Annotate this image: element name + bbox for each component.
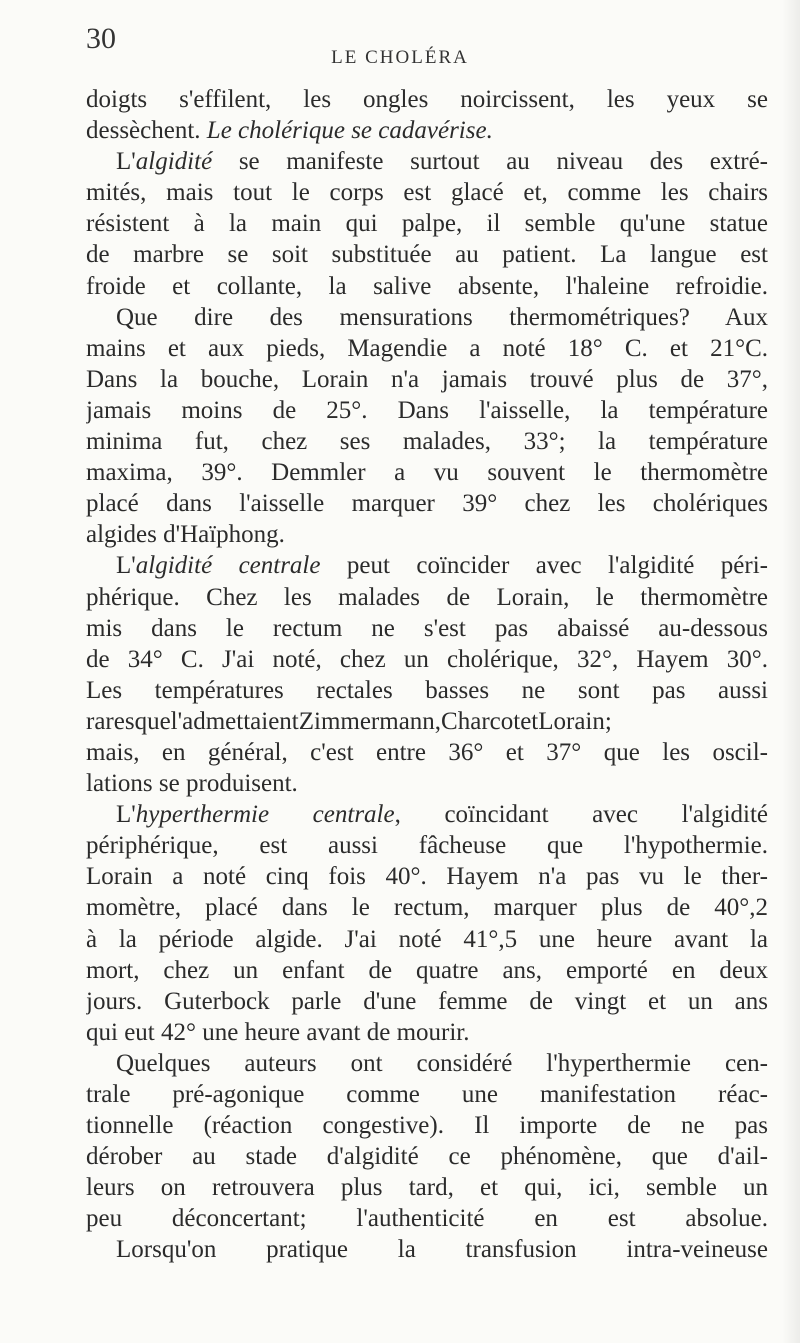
text-run: Lorsqu'on pratique la transfusion intra-veineuse — [116, 1236, 768, 1264]
text-run: Les températures rectales basses ne sont pas aussi — [86, 676, 768, 704]
text-run: mains et aux pieds, Magendie a noté 18° C. et 21°C. — [86, 334, 768, 362]
text-line — [86, 799, 768, 830]
text-run: L' — [116, 552, 136, 580]
text-line — [86, 84, 768, 115]
italic-text: hyperthermie centrale — [135, 801, 395, 829]
text-line — [86, 550, 768, 581]
text-run: de marbre se soit substituée au patient. La langue est — [86, 241, 768, 269]
running-title: LE CHOLÉRA — [331, 47, 469, 68]
text-line — [86, 1203, 768, 1234]
text-run: dérober au stade d'algidité ce phénomène, que d'ail- — [86, 1143, 768, 1171]
text-line — [86, 706, 768, 737]
text-run: se manifeste surtout au niveau des extré- — [212, 148, 768, 176]
text-run: à la période algide. J'ai noté 41°,5 une heure avant la — [86, 925, 768, 953]
text-line — [86, 177, 768, 208]
text-line — [86, 333, 768, 364]
text-run: mis dans le rectum ne s'est pas abaissé au-dessous — [86, 614, 768, 642]
text-line — [86, 1172, 768, 1203]
text-run: mort, chez un enfant de quatre ans, emporté en deux — [86, 956, 768, 984]
text-line — [86, 924, 768, 955]
text-run: froide et collante, la salive absente, l'haleine refroidie. — [86, 272, 768, 300]
text-run: leurs on retrouvera plus tard, et qui, ici, semble un — [86, 1174, 768, 1202]
text-run: dessèchent. — [86, 117, 207, 145]
text-run: peu déconcertant; l'authenticité en est absolue. — [86, 1205, 768, 1233]
text-run: jours. Guterbock parle d'une femme de vingt et un ans — [86, 987, 768, 1015]
text-run: L' — [116, 801, 136, 829]
italic-text: algidité centrale — [135, 552, 321, 580]
text-line — [86, 1079, 768, 1110]
text-run: L' — [116, 148, 136, 176]
text-run: résistent à la main qui palpe, il semble qu'une statue — [86, 210, 768, 238]
text-line — [86, 768, 768, 799]
text-run: maxima, 39°. Demmler a vu souvent le thermomètre — [86, 459, 768, 487]
text-run: mais, en général, c'est entre 36° et 37° que les oscil- — [86, 738, 768, 766]
body-text — [86, 84, 768, 1266]
text-line — [86, 1048, 768, 1079]
text-line — [86, 644, 768, 675]
text-line — [86, 1017, 768, 1048]
text-run: phérique. Chez les malades de Lorain, le thermomètre — [86, 583, 768, 611]
text-run: périphérique, est aussi fâcheuse que l'hypothermie. — [86, 832, 768, 860]
italic-text: algidité — [135, 148, 213, 176]
text-run: raresquel'admettaientZimmermann,CharcotetLorain; — [86, 707, 612, 735]
text-line — [86, 488, 768, 519]
text-line — [86, 146, 768, 177]
text-line — [86, 519, 768, 550]
text-line — [86, 115, 768, 146]
text-run: Que dire des mensurations thermométriques? Aux — [116, 303, 768, 331]
text-line — [86, 986, 768, 1017]
text-line — [86, 271, 768, 302]
text-run: Dans la bouche, Lorain n'a jamais trouvé plus de 37°, — [86, 365, 768, 393]
text-line — [86, 582, 768, 613]
text-line — [86, 892, 768, 923]
italic-text: Le cholérique se cadavérise. — [206, 117, 493, 145]
text-line — [86, 302, 768, 333]
text-line — [86, 613, 768, 644]
text-run: de 34° C. J'ai noté, chez un cholérique, 32°, Hayem 30°. — [86, 645, 768, 673]
text-line — [86, 830, 768, 861]
text-run: peut coïncider avec l'algidité péri- — [320, 552, 768, 580]
text-run: lations se produisent. — [86, 770, 298, 798]
text-run: Lorain a noté cinq fois 40°. Hayem n'a pas vu le ther- — [86, 863, 768, 891]
text-run: algides d'Haïphong. — [86, 521, 285, 549]
text-line — [86, 1110, 768, 1141]
text-run: , coïncidant avec l'algidité — [394, 801, 768, 829]
text-line — [86, 364, 768, 395]
text-line — [86, 457, 768, 488]
page-number: 30 — [86, 22, 116, 55]
text-run: doigts s'effilent, les ongles noircissent, les yeux se — [86, 86, 768, 113]
text-run: qui eut 42° une heure avant de mourir. — [86, 1018, 470, 1046]
text-line — [86, 1141, 768, 1172]
text-line — [86, 208, 768, 239]
text-run: Quelques auteurs ont considéré l'hyperthermie cen- — [116, 1049, 768, 1077]
text-line — [86, 426, 768, 457]
text-run: minima fut, chez ses malades, 33°; la température — [86, 428, 768, 456]
text-run: placé dans l'aisselle marquer 39° chez les cholériques — [86, 490, 768, 518]
text-line — [86, 955, 768, 986]
text-run: trale pré-agonique comme une manifestation réac- — [86, 1081, 768, 1108]
text-run: jamais moins de 25°. Dans l'aisselle, la température — [86, 396, 768, 424]
text-run: tionnelle (réaction congestive). Il importe de ne pas — [86, 1112, 768, 1140]
text-line — [86, 861, 768, 892]
text-line — [86, 239, 768, 270]
text-line — [86, 675, 768, 706]
scan-edge-shadow — [782, 0, 800, 1343]
text-run: momètre, placé dans le rectum, marquer plus de 40°,2 — [86, 894, 768, 922]
text-run: mités, mais tout le corps est glacé et, comme les chairs — [86, 179, 768, 207]
text-line — [86, 1234, 768, 1265]
text-line — [86, 737, 768, 768]
text-line — [86, 395, 768, 426]
